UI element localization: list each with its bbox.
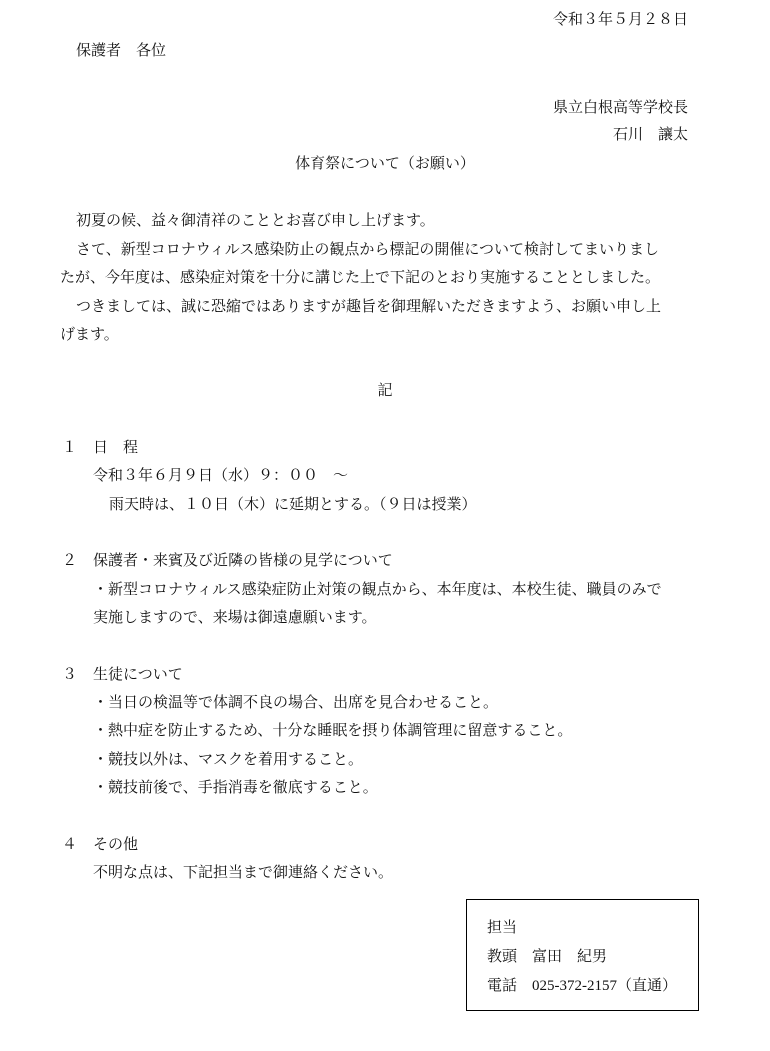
section-4-number: ４ — [62, 835, 78, 853]
sender-name: 石川 讓太 — [612, 125, 688, 143]
section-4-heading: その他 — [93, 835, 139, 853]
document-title: 体育祭について（お願い） — [295, 154, 475, 172]
section-3-bullet-3: ・競技以外は、マスクを着用すること。 — [93, 750, 364, 768]
addressee: 保護者 各位 — [76, 41, 167, 59]
body-paragraph-2-line-2: たが、今年度は、感染症対策を十分に講じた上で下記のとおり実施することとしました。 — [60, 268, 661, 286]
section-2-line-1: ・新型コロナウィルス感染症防止対策の観点から、本年度は、本校生徒、職員のみで — [93, 580, 662, 598]
ki-heading: 記 — [377, 381, 393, 399]
contact-person — [487, 946, 607, 966]
section-2-heading: 保護者・来賓及び近隣の皆様の見学について — [93, 551, 393, 569]
section-3-bullet-2: ・熱中症を防止するため、十分な睡眠を摂り体調管理に留意すること。 — [93, 721, 573, 739]
body-paragraph-3-line-1: つきましては、誠に恐縮ではありますが趣旨を御理解いただきますよう、お願い申し上 — [76, 297, 662, 315]
contact-phone-label: 電話 — [487, 976, 518, 994]
section-2-number: ２ — [62, 551, 78, 569]
contact-label: 担当 — [487, 918, 518, 936]
contact-box — [466, 899, 699, 1011]
section-3-heading: 生徒について — [93, 665, 183, 683]
contact-person-role: 教頭 — [487, 947, 518, 965]
body-paragraph-2-line-1: さて、新型コロナウィルス感染防止の観点から標記の開催について検討してまいりまし — [76, 240, 660, 258]
contact-phone — [487, 975, 677, 996]
section-1-line-2: 雨天時は、１０日（木）に延期とする。（９日は授業） — [109, 495, 477, 513]
section-1-heading: 日 程 — [93, 438, 139, 456]
section-4-line-1: 不明な点は、下記担当まで御連絡ください。 — [93, 863, 394, 881]
contact-person-name: 富田 紀男 — [532, 947, 608, 965]
section-3-bullet-1: ・当日の検温等で体調不良の場合、出席を見合わせること。 — [93, 693, 499, 711]
contact-phone-note: （直通） — [617, 976, 678, 994]
section-1-number: １ — [62, 438, 78, 456]
section-3-bullet-4: ・競技前後で、手指消毒を徹底すること。 — [93, 778, 378, 796]
greeting-paragraph: 初夏の候、益々御清祥のこととお喜び申し上げます。 — [76, 211, 435, 229]
sender-organization: 県立白根高等学校長 — [552, 98, 688, 116]
letter-date: 令和３年５月２８日 — [552, 10, 688, 28]
section-2-line-2: 実施しますので、来場は御遠慮願います。 — [93, 608, 377, 626]
section-1-line-1: 令和３年６月９日（水）９：００ ～ — [93, 466, 349, 484]
body-paragraph-3-line-2: げます。 — [60, 325, 119, 343]
contact-phone-number: 025-372-2157 — [532, 978, 618, 994]
section-3-number: ３ — [62, 665, 78, 683]
